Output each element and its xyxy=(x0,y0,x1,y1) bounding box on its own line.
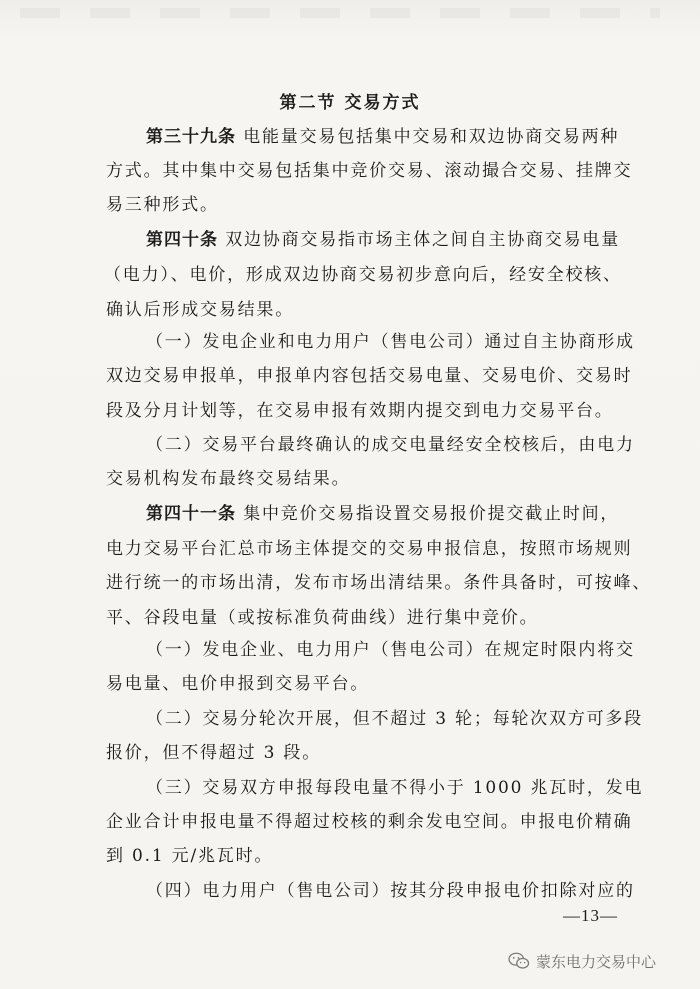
page-number: —13— xyxy=(563,906,618,925)
text-line: 第四十条 双边协商交易指市场主体之间自主协商交易电量 xyxy=(146,230,621,250)
watermark xyxy=(508,949,656,973)
wechat-icon xyxy=(508,951,530,971)
text-line: 第三十九条 电能量交易包括集中交易和双边协商交易两种 xyxy=(146,127,620,147)
text-line: 易三种形式。 xyxy=(106,195,219,215)
article-heading: 第四十条 xyxy=(146,230,218,250)
text-line: 确认后形成交易结果。 xyxy=(106,300,294,320)
text-line: 段及分月计划等，在交易申报有效期内提交到电力交易平台。 xyxy=(106,401,614,421)
text-line: 交易机构发布最终交易结果。 xyxy=(106,469,351,489)
scan-artifact xyxy=(20,8,660,18)
text-line: （二）交易分轮次开展，但不超过 3 轮；每轮次双方可多段 xyxy=(146,709,644,729)
text-line: （一）发电企业和电力用户（售电公司）通过自主协商形成 xyxy=(146,332,635,352)
article-heading: 第四十一条 xyxy=(146,504,236,524)
text-line: 到 0.1 元/兆瓦时。 xyxy=(106,846,274,866)
text-line: （电力）、电价，形成双边协商交易初步意向后，经安全校核、 xyxy=(104,265,622,285)
text-line: （四）电力用户（售电公司）按其分段申报电价扣除对应的 xyxy=(146,881,635,901)
text-line: （三）交易双方申报每段电量不得小于 1000 兆瓦时，发电 xyxy=(146,778,644,798)
text-line: 双边交易申报单，申报单内容包括交易电量、交易电价、交易时 xyxy=(106,366,633,386)
watermark-text: 蒙东电力交易中心 xyxy=(536,952,657,971)
text-line: 电力交易平台汇总市场主体提交的交易申报信息，按照市场规则 xyxy=(106,539,633,559)
text-line: 方式。其中集中交易包括集中竞价交易、滚动撮合交易、挂牌交 xyxy=(106,161,633,181)
section-title: 第二节 交易方式 xyxy=(279,93,421,113)
text-line: 企业合计申报电量不得超过校核的剩余发电空间。申报电价精确 xyxy=(106,812,633,832)
text-line: 进行统一的市场出清，发布市场出清结果。条件具备时，可按峰、 xyxy=(106,573,652,593)
text-line: 报价，但不得超过 3 段。 xyxy=(106,743,322,763)
text-line: 第四十一条 集中竞价交易指设置交易报价提交截止时间， xyxy=(146,504,620,524)
text-line: （一）发电企业、电力用户（售电公司）在规定时限内将交 xyxy=(146,640,635,660)
text-line: 易电量、电价申报到交易平台。 xyxy=(106,674,370,694)
text-line: 平、谷段电量（或按标准负荷曲线）进行集中竞价。 xyxy=(106,608,539,628)
text-line: （二）交易平台最终确认的成交电量经安全校核后，由电力 xyxy=(146,435,635,455)
article-heading: 第三十九条 xyxy=(146,127,236,147)
